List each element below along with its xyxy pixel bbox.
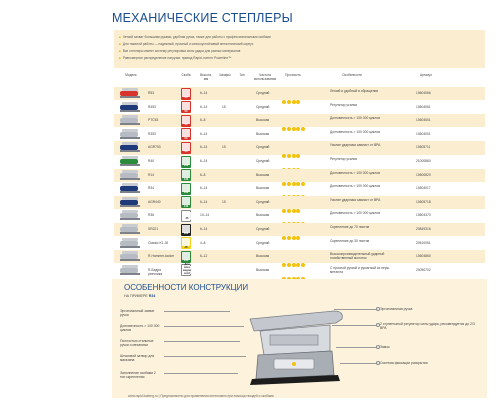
article-number: 10604860 <box>416 254 431 259</box>
strength-rating <box>282 132 306 137</box>
features-text: Усилие ударника зависит от BPA <box>330 143 381 148</box>
table-row <box>114 264 485 277</box>
staple-box-icon <box>181 210 191 222</box>
strength-rating <box>282 268 306 273</box>
table-row <box>114 101 485 114</box>
features-text: Усилие ударника зависит от BPA <box>330 197 381 202</box>
usage-type: Высокая <box>256 254 270 259</box>
feature-right: Система фиксации раскрытия <box>380 361 428 365</box>
column-header: Высота, мм <box>200 73 212 81</box>
feature-left: Долговечность > 100 000 циклов <box>120 324 160 333</box>
usage-type: Высокая <box>256 172 270 177</box>
features-text: Легкий и удобный в обращении <box>330 89 379 93</box>
table-row <box>114 223 485 236</box>
callout-dot <box>376 345 380 349</box>
table-row <box>114 250 485 263</box>
staple-height: 6–14 <box>200 159 208 163</box>
stapler-icon <box>120 102 140 113</box>
features-text: Долговечность > 100 000 циклов <box>330 116 380 121</box>
strength-rating <box>282 186 306 191</box>
stapler-icon <box>120 115 140 126</box>
leader-line <box>164 311 230 312</box>
intro-line: ■ Все степлеры имеют систему регулировки силы удара для разных материалов <box>119 49 240 53</box>
features-text: Скрепление до 30 листов <box>330 238 370 243</box>
staple-type: 36 <box>185 217 189 221</box>
strength-rating <box>282 145 301 150</box>
staple-type: 53 <box>184 123 188 127</box>
staple-box-icon <box>181 88 191 100</box>
features-text: Высокопроизводительный ударный хозяйственный молоток <box>330 252 385 261</box>
feature-left: Эргономичный захват ручки <box>120 309 155 318</box>
leader-line <box>164 326 244 327</box>
model-name: R-Hammer-tacker <box>148 254 175 259</box>
staple-height: 6–14 <box>200 199 208 204</box>
features-text: Долговечность > 100 000 циклов <box>330 211 380 216</box>
strength-rating <box>282 241 301 246</box>
usage-type: Средний <box>256 240 270 245</box>
table-row <box>114 237 485 250</box>
staple-height: 10–14 <box>200 213 210 218</box>
article-number: 10604501 <box>416 118 431 123</box>
column-header: Частота использования <box>253 73 277 81</box>
strength-rating <box>282 118 306 123</box>
staple-type: 140 <box>183 177 189 181</box>
page-title: МЕХАНИЧЕСКИЕ СТЕПЛЕРЫ <box>112 11 293 25</box>
feature-left: Полностью стальные ручки и механизм <box>120 339 154 348</box>
section-subtitle <box>124 294 155 298</box>
intro-line: ■ Четкий захват большими руками, удобная ручка, также для работы с профессиональными скобами <box>119 35 271 39</box>
features-text: С прочной ручкой и рукояткой из нерж. металла <box>330 265 390 274</box>
feature-left: Штыковой затвор для магазина <box>120 354 155 363</box>
staple-height: 6–14 <box>200 104 208 109</box>
stapler-icon <box>120 142 140 153</box>
staple-type: 53 <box>184 96 188 99</box>
staple-type: Для всех видов скоб <box>182 262 191 275</box>
column-header: Артикул <box>420 73 432 77</box>
callout-dot <box>376 323 380 327</box>
model-name: R53 <box>148 91 155 95</box>
staple-type: J8 <box>184 245 188 249</box>
model-name: AGR753 <box>148 145 161 150</box>
article-number: 21000860 <box>416 159 431 163</box>
staple-type: 140 <box>183 191 189 195</box>
column-header: Прочность <box>285 73 301 77</box>
shelves-count: 15 <box>222 199 226 204</box>
article-number: 20849316 <box>416 227 431 231</box>
stapler-icon <box>120 156 140 167</box>
model-name: Classic K1 J8 <box>148 240 168 245</box>
stapler-icon <box>120 170 140 181</box>
column-header: Шкафы <box>219 73 231 77</box>
stapler-icon <box>120 210 140 221</box>
article-number: 10604066 <box>416 91 431 95</box>
model-name: R34 <box>148 186 155 191</box>
feature-left: Заполнение скобами 2 тип скрепления <box>120 371 156 380</box>
article-number: 10600820 <box>416 172 431 177</box>
stapler-icon <box>120 183 140 194</box>
model-name: R-Бедра реечника <box>148 267 163 276</box>
leader-line <box>340 363 378 364</box>
staple-height: 4–8 <box>200 240 206 245</box>
staple-box-icon <box>181 142 191 154</box>
article-number: 10604017 <box>416 186 431 191</box>
shelves-count: 15 <box>222 145 226 150</box>
footer-note: www.rapid.isaberg.ru | Предназначено для применения интенсивно при помощи гвоздей и скобами <box>128 394 274 398</box>
model-name: SR221 <box>148 227 159 231</box>
usage-type: Средний <box>256 159 270 163</box>
strength-rating <box>282 173 306 178</box>
features-text: Долговечность > 100 000 циклов <box>330 184 380 189</box>
usage-type: Высокая <box>256 118 270 123</box>
article-number: 20090702 <box>416 267 431 272</box>
shelves-count: 15 <box>222 104 226 109</box>
staple-box-icon <box>181 264 191 276</box>
strength-rating <box>282 254 306 259</box>
catalog-page <box>112 10 487 398</box>
staple-type: 53 <box>184 150 188 154</box>
column-header: Модель <box>125 73 137 77</box>
section-title: ОСОБЕННОСТИ КОНСТРУКЦИИ <box>124 283 249 292</box>
table-row <box>114 141 485 154</box>
intro-line: ■ Равномерное распределение нагрузки: привод Rapid, патент Powerline™ <box>119 56 231 60</box>
construction-section <box>112 279 487 398</box>
feature-right: Замок <box>380 345 390 349</box>
staple-height: 6–14 <box>200 131 208 136</box>
model-name: AGR440 <box>148 199 161 204</box>
stapler-icon <box>120 88 140 99</box>
feature-right: Эргономичная ручка <box>380 307 413 311</box>
table-row <box>114 182 485 195</box>
staple-type: 140 <box>183 259 189 263</box>
features-text: Скрепление до 70 листов <box>330 225 370 229</box>
leader-line <box>164 341 240 342</box>
table-row <box>114 209 485 222</box>
staple-type: 53 <box>184 109 188 113</box>
staple-type: 606 <box>183 232 189 235</box>
article-number: 20510051 <box>416 240 431 245</box>
staple-box-icon <box>181 224 191 236</box>
staple-box-icon <box>181 183 191 195</box>
stapler-icon <box>120 251 140 262</box>
staple-height: 6–14 <box>200 91 208 95</box>
staple-box-icon <box>181 196 191 208</box>
table-row <box>114 114 485 127</box>
strength-rating <box>282 213 306 218</box>
staple-height: 6–14 <box>200 186 208 191</box>
leader-line <box>164 373 238 374</box>
table-header <box>114 70 485 86</box>
strength-rating <box>282 105 301 110</box>
strength-rating <box>282 227 301 232</box>
staple-box-icon <box>181 251 191 263</box>
strength-rating <box>282 159 301 164</box>
article-number: 10605718 <box>416 199 431 204</box>
feature-right: 2 ступенчатый регулятор силы удара, рекомендуется до 2/3 ВРА <box>380 322 475 331</box>
usage-type: Высокая <box>256 213 270 218</box>
section-subtitle-prefix: НА ПРИМЕРЕ <box>124 294 148 298</box>
table-row <box>114 128 485 141</box>
staple-box-icon <box>181 156 191 168</box>
features-text: Регулятор усилия <box>330 157 358 161</box>
usage-type: Высокая <box>256 267 270 272</box>
stapler-icon <box>120 238 140 249</box>
staple-height: 6–14 <box>200 227 208 231</box>
article-number: 10604001 <box>416 131 431 136</box>
model-name: R40 <box>148 159 155 163</box>
model-name: R353 <box>148 131 156 136</box>
usage-type: Средний <box>256 227 270 231</box>
table-row <box>114 155 485 168</box>
strength-rating <box>282 200 301 205</box>
staple-box-icon <box>181 128 191 140</box>
staple-height: 6–8 <box>200 118 206 123</box>
stapler-icon <box>120 265 140 276</box>
article-number: 10604370 <box>416 213 431 218</box>
leader-line <box>334 309 378 310</box>
leader-line <box>164 356 246 357</box>
stapler-icon <box>120 224 140 235</box>
stapler-icon <box>120 197 140 208</box>
table-row <box>114 196 485 209</box>
usage-type: Средний <box>256 91 270 95</box>
callout-dot <box>376 307 380 311</box>
model-name: R453 <box>148 104 156 109</box>
model-name: R14 <box>148 172 155 177</box>
usage-type: Средний <box>256 199 270 204</box>
table-row <box>114 169 485 182</box>
callout-dot <box>376 361 380 365</box>
model-name: PTC53 <box>148 118 159 123</box>
usage-type: Высокая <box>256 186 270 191</box>
usage-type: Средний <box>256 104 270 109</box>
left-margin <box>0 0 109 400</box>
staple-type: 53 <box>184 136 188 140</box>
usage-type: Высокая <box>256 131 270 136</box>
strength-rating <box>282 91 301 96</box>
article-number: 10605711 <box>416 145 431 150</box>
features-text: Долговечность > 100 000 циклов <box>330 129 380 134</box>
staple-height: 6–12 <box>200 254 208 259</box>
intro-line: ■ Для тяжелой работы — надежный, прочный и износоустойчивый металлический корпус <box>119 42 253 46</box>
usage-type: Средний <box>256 145 270 150</box>
intro-box <box>114 30 485 68</box>
section-subtitle-model: R34 <box>148 294 156 298</box>
table-row <box>114 87 485 100</box>
staple-height: 6–8 <box>200 172 206 177</box>
leader-line <box>336 347 378 348</box>
features-text: Долговечность > 100 000 циклов <box>330 170 380 175</box>
column-header: Особенности <box>342 73 362 77</box>
staple-height: 6–14 <box>200 145 208 150</box>
column-header: Тип <box>239 73 245 77</box>
leader-line <box>332 325 378 326</box>
staple-box-icon <box>181 169 191 181</box>
features-text: Регулятор усилия <box>330 102 358 107</box>
staple-box-icon <box>181 101 191 113</box>
staple-box-icon <box>181 237 191 249</box>
staple-type: 140 <box>183 164 189 167</box>
stapler-icon <box>120 129 140 140</box>
model-name: R36 <box>148 213 155 218</box>
staple-type: 140 <box>183 204 189 208</box>
article-number: 10604061 <box>416 104 431 109</box>
staple-box-icon <box>181 115 191 127</box>
column-header: Скоба <box>181 73 191 77</box>
